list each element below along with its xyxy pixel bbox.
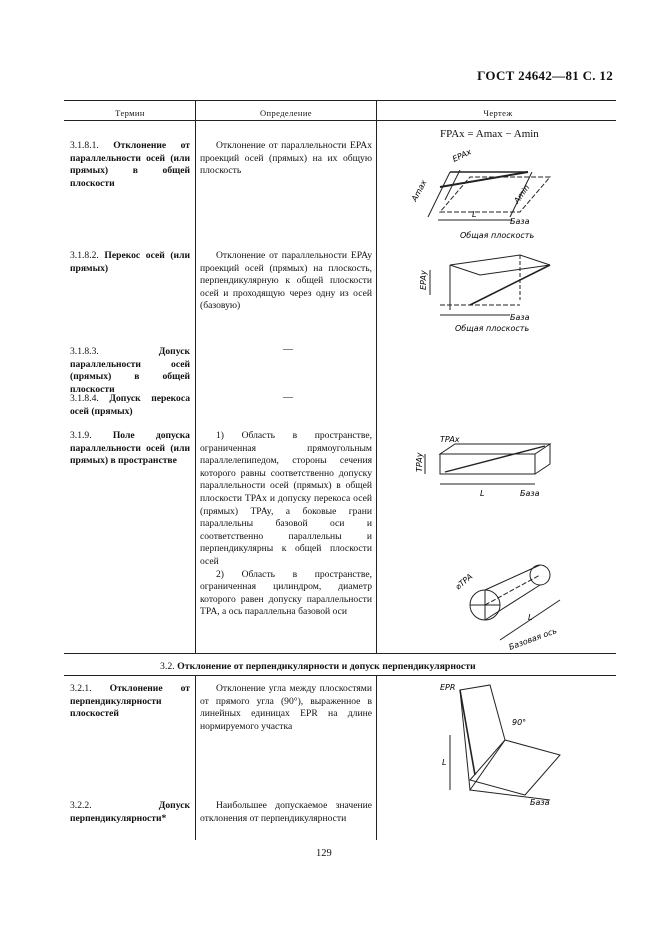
label-tpay: TPAy (415, 452, 424, 472)
label-angle: 90° (512, 718, 527, 727)
label-common-plane-2: Общая плоскость (455, 324, 530, 333)
column-header-definition: Определение (260, 108, 312, 118)
column-divider-1 (195, 100, 196, 653)
label-base: База (510, 217, 530, 226)
label-tpax: TPAx (440, 435, 460, 444)
definition-3-1-8-4: — (283, 392, 293, 403)
definition-3-2-2: Наибольшее допускаемое значение отклонения от перпендикулярности (200, 800, 372, 824)
page-header: ГОСТ 24642—81 С. 12 (477, 68, 613, 83)
definition-3-1-8-1: Отклонение от параллельности EPAx проекций осей (прямых) на их общую плоскость (200, 140, 372, 177)
section-bottom-rule (64, 675, 616, 676)
term-3-1-8-1: 3.1.8.1. Отклонение от параллельности осей (или прямых) в общей плоскости (70, 140, 190, 189)
column-header-drawing: Чертеж (483, 108, 513, 118)
label-epr: EPR (440, 683, 456, 692)
term-3-2-1: 3.2.1. Отклонение от перпендикулярности плоскостей (70, 683, 190, 720)
table-top-rule (64, 100, 616, 101)
label-tpa: ⌀TPA (453, 572, 475, 592)
term-3-2-2: 3.2.2. Допуск перпендикулярности* (70, 800, 190, 824)
column-divider-2 (376, 100, 377, 653)
label-l-4: L (528, 613, 533, 622)
page-number: 129 (316, 848, 332, 859)
table-header-rule (64, 120, 616, 121)
term-3-1-8-2: 3.1.8.2. Перекос осей (или прямых) (70, 250, 190, 274)
definition-3-1-8-3: — (283, 344, 293, 355)
label-common-plane: Общая плоскость (460, 231, 535, 240)
label-epa: EPAx (451, 147, 473, 164)
term-3-1-8-3: 3.1.8.3. Допуск параллельности осей (прямых) в общей плоскости (70, 346, 190, 395)
definition-3-2-1: Отклонение угла между плоскостями от прямого угла (90°), выраженное в линейных единицах EPR на длине нормируемого участка (200, 683, 372, 732)
column-divider-1b (195, 675, 196, 840)
label-epa-y: EPAy (419, 270, 428, 290)
definition-3-1-9: 1) Область в пространстве, ограниченная прямоугольным параллелепипедом, стороны сечения которого равны соответственно допуску параллельности осей (прямых) в общей плоскости TPAx и допуску перекоса осей (прямых) TPAy, а боковые грани параллельны базовой оси и соответственно параллельны и перпендикулярны к общей плоскости осей 2) Область в пространстве, ограниченная цилиндром, диаметр которого равен допуску параллельности TPA, а ось параллельна базовой оси (200, 430, 372, 618)
label-base-3: База (520, 489, 540, 498)
figure-3-1-9-cylinder (440, 560, 570, 655)
figure-3-1-9-box (410, 434, 600, 506)
figure-3-2-1 (430, 680, 580, 810)
label-amin: Amin (512, 183, 532, 206)
figure-3-1-8-1 (400, 142, 600, 242)
label-base-2: База (510, 313, 530, 322)
column-divider-2b (376, 675, 377, 840)
formula-fpa: FPAx = Amax − Amin (440, 128, 539, 140)
figure-3-1-8-2 (410, 245, 600, 335)
term-3-1-9: 3.1.9. Поле допуска параллельности осей (или прямых) в пространстве (70, 430, 190, 467)
label-l-5: L (442, 758, 447, 767)
label-l-3: L (480, 489, 485, 498)
label-base-5: База (530, 798, 550, 807)
term-3-1-8-4: 3.1.8.4. Допуск перекоса осей (прямых) (70, 393, 190, 417)
definition-3-1-8-2: Отклонение от параллельности EPAy проекций осей (прямых) на плоскость, перпендикулярную к общей плоскости осей и проходящую через одну из осей (базовую) (200, 250, 372, 312)
section-title: 3.2. Отклонение от перпендикулярности и допуск перпендикулярности (160, 661, 476, 672)
label-axis: Базовая ось (507, 626, 559, 652)
label-amax: Amax (409, 178, 429, 203)
label-l: L (472, 210, 477, 219)
column-header-term: Термин (115, 108, 145, 118)
